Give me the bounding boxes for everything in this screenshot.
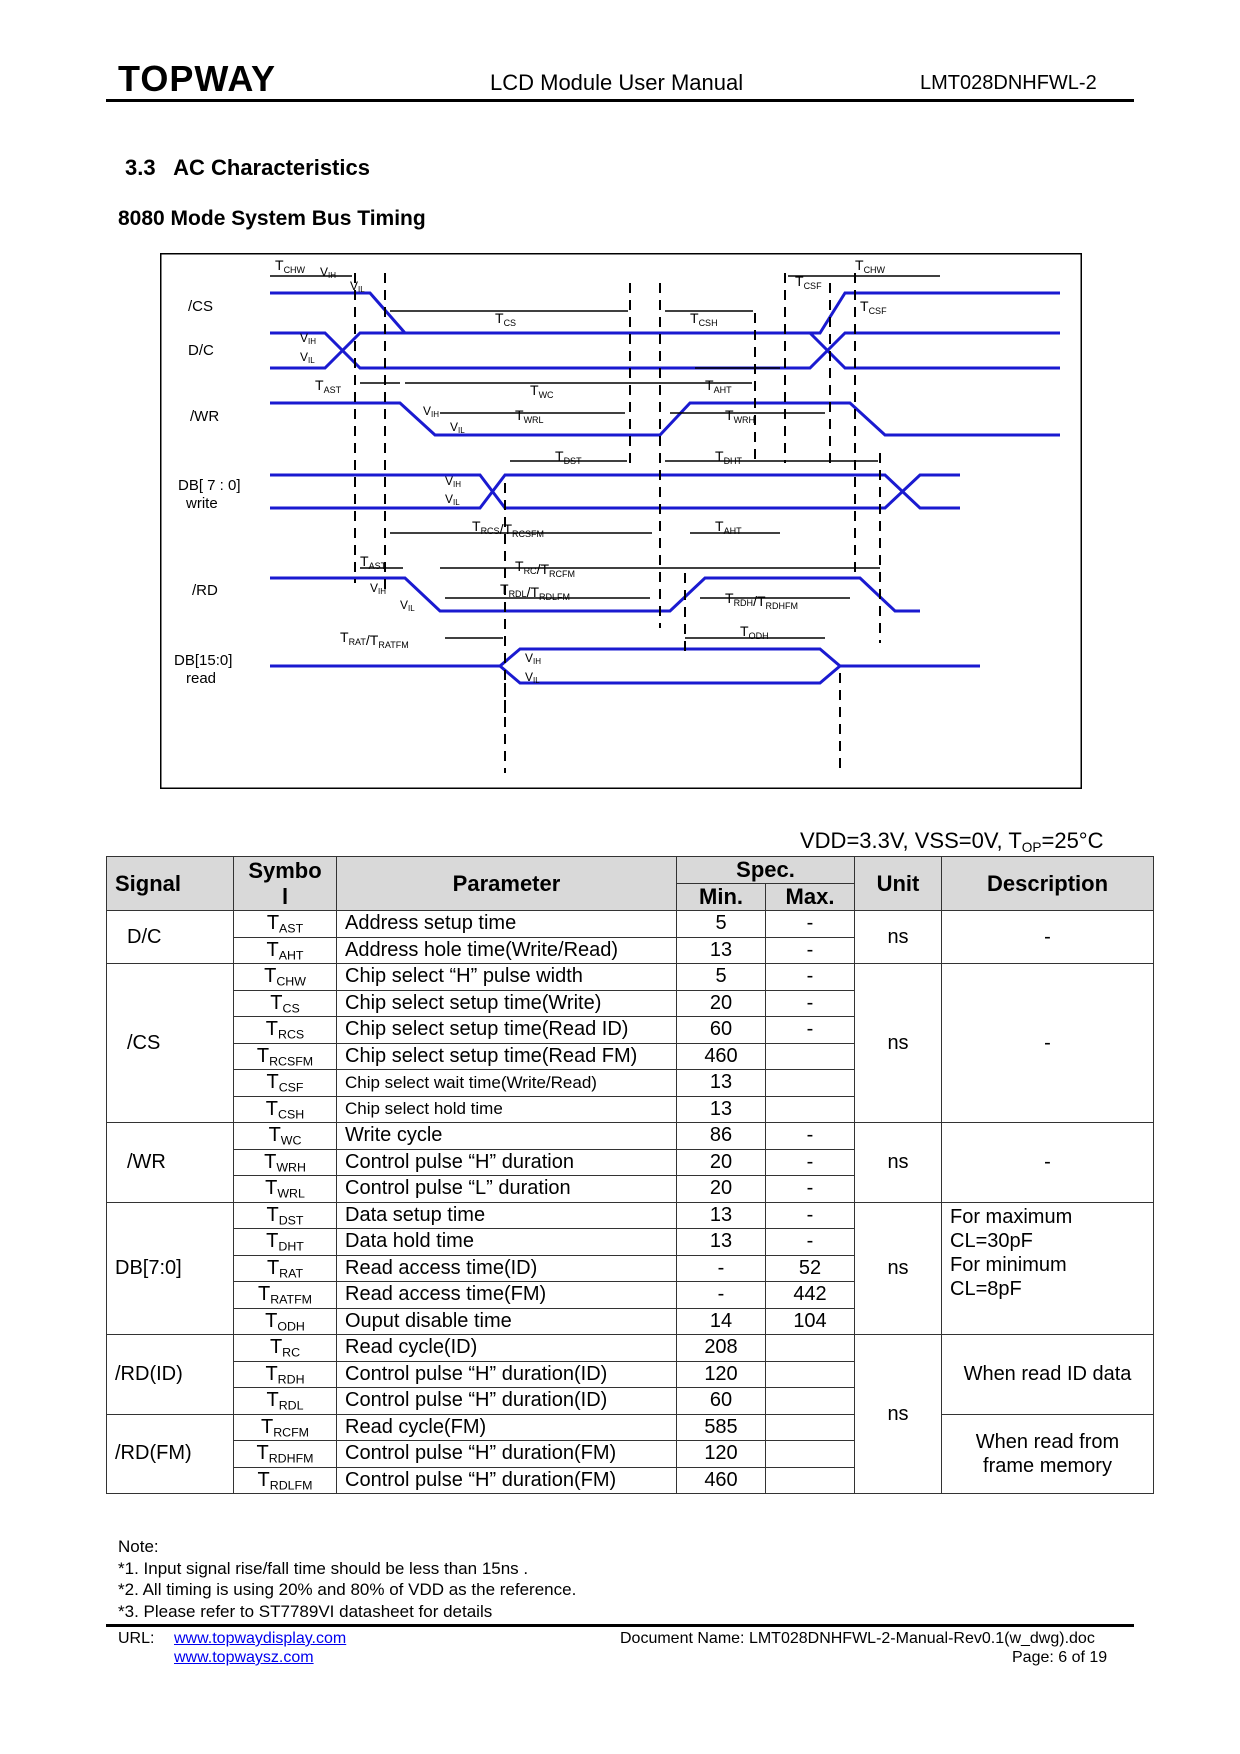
- timing-label: $T_{CSF}$: [860, 298, 887, 316]
- description-line: For minimum: [950, 1253, 1067, 1276]
- timing-label: $T_{AHT}$: [715, 518, 742, 536]
- cell-max: -: [766, 990, 855, 1017]
- cell-symbol: $T_{RDHFM}$: [234, 1441, 337, 1468]
- cell-symbol: $T_{RDLFM}$: [234, 1467, 337, 1494]
- cell-symbol: $T_{RCSFM}$: [234, 1043, 337, 1070]
- header-spec: Spec.: [677, 857, 855, 884]
- header-parameter: Parameter: [337, 857, 677, 911]
- cell-parameter: Control pulse “H” duration(ID): [337, 1361, 677, 1388]
- cell-parameter: Read access time(ID): [337, 1255, 677, 1282]
- cell-parameter: Read access time(FM): [337, 1282, 677, 1309]
- cell-symbol: $T_{ODH}$: [234, 1308, 337, 1335]
- cell-min: 120: [677, 1361, 766, 1388]
- cell-unit: ns: [855, 1202, 942, 1335]
- cell-signal: /WR: [107, 1123, 234, 1203]
- timing-label: $T_{RDH}/T_{RDHFM}$: [725, 590, 799, 611]
- header-symbol: Symbo l: [234, 857, 337, 911]
- model-number: LMT028DNHFWL-2: [920, 72, 1097, 94]
- timing-label: $T_{RCS}/T_{RCSFM}$: [472, 518, 545, 539]
- document-title: LCD Module User Manual: [490, 70, 744, 95]
- cell-symbol: $T_{DST}$: [234, 1202, 337, 1229]
- header-unit: Unit: [855, 857, 942, 911]
- cell-min: 60: [677, 1388, 766, 1415]
- cell-parameter: Chip select wait time(Write/Read): [337, 1070, 677, 1097]
- footer-divider: [106, 1624, 1134, 1627]
- cell-symbol: $T_{CHW}$: [234, 964, 337, 991]
- header-min: Min.: [677, 884, 766, 911]
- timing-label: $T_{CSH}$: [690, 310, 718, 328]
- cell-min: 13: [677, 1070, 766, 1097]
- header-description: Description: [942, 857, 1154, 911]
- cell-parameter: Chip select setup time(Write): [337, 990, 677, 1017]
- cell-symbol: $T_{CSH}$: [234, 1096, 337, 1123]
- note-3: *3. Please refer to ST7789VI datasheet for details: [118, 1601, 493, 1621]
- cell-min: 5: [677, 911, 766, 938]
- cell-max: -: [766, 1149, 855, 1176]
- timing-label: $T_{RDL}/T_{RDLFM}$: [500, 581, 571, 602]
- timing-label: $T_{WRH}$: [725, 407, 756, 425]
- cell-description: -: [942, 1123, 1154, 1203]
- company-logo: TOPWAY: [118, 58, 277, 99]
- timing-label: $T_{DHT}$: [715, 448, 743, 466]
- cell-symbol: $T_{CS}$: [234, 990, 337, 1017]
- cell-max: -: [766, 911, 855, 938]
- cell-symbol: $T_{WRH}$: [234, 1149, 337, 1176]
- cell-max: [766, 1388, 855, 1415]
- note-1: *1. Input signal rise/fall time should be less than 15ns .: [118, 1558, 529, 1578]
- level-label: VIL: [300, 350, 315, 365]
- cell-parameter: Control pulse “L” duration: [337, 1176, 677, 1203]
- table-row: [107, 1335, 1154, 1362]
- level-label: VIL: [525, 670, 540, 685]
- cell-min: 5: [677, 964, 766, 991]
- label-dc: D/C: [188, 342, 214, 359]
- cell-min: -: [677, 1255, 766, 1282]
- timing-label: $T_{WRL}$: [515, 407, 544, 425]
- cell-unit: ns: [855, 911, 942, 964]
- label-wr: /WR: [190, 408, 220, 425]
- timing-label: $T_{CHW}$: [275, 257, 306, 275]
- cell-min: -: [677, 1282, 766, 1309]
- description-line: frame memory: [983, 1454, 1112, 1477]
- cell-description: [942, 1202, 1154, 1335]
- cell-max: [766, 1335, 855, 1362]
- cell-parameter: Control pulse “H” duration(FM): [337, 1441, 677, 1468]
- operating-conditions: VDD=3.3V, VSS=0V, $T_{OP}=25^\circ C$: [800, 828, 1104, 855]
- table-body: [107, 911, 1154, 1494]
- cell-symbol: $T_{RDH}$: [234, 1361, 337, 1388]
- table-row: [107, 964, 1154, 991]
- cell-symbol: $T_{RC}$: [234, 1335, 337, 1362]
- cell-min: 460: [677, 1467, 766, 1494]
- note-2: *2. All timing is using 20% and 80% of VDD as the reference.: [118, 1580, 577, 1599]
- cell-parameter: Chip select setup time(Read ID): [337, 1017, 677, 1044]
- cell-symbol: $T_{AST}$: [234, 911, 337, 938]
- cell-max: [766, 1043, 855, 1070]
- cell-min: 20: [677, 1149, 766, 1176]
- label-cs: /CS: [188, 298, 214, 315]
- cell-symbol: $T_{CSF}$: [234, 1070, 337, 1097]
- cell-max: [766, 1441, 855, 1468]
- cell-unit: ns: [855, 1335, 942, 1494]
- header-divider: [106, 99, 1134, 102]
- footer-link-1[interactable]: www.topwaydisplay.com: [174, 1630, 347, 1647]
- cell-min: 86: [677, 1123, 766, 1150]
- cell-parameter: Ouput disable time: [337, 1308, 677, 1335]
- cell-description: -: [942, 964, 1154, 1123]
- timing-label: $T_{CHW}$: [855, 257, 886, 275]
- level-label: VIL: [450, 420, 465, 435]
- cell-max: -: [766, 1017, 855, 1044]
- level-label: VIL: [400, 598, 415, 613]
- cell-parameter: Control pulse “H” duration(FM): [337, 1467, 677, 1494]
- label-read: read: [186, 670, 217, 687]
- cell-signal: D/C: [107, 911, 234, 964]
- timing-label: $T_{ODH}$: [740, 623, 769, 641]
- cell-max: [766, 1361, 855, 1388]
- cell-max: -: [766, 937, 855, 964]
- level-label: VIL: [445, 492, 460, 507]
- cell-min: 13: [677, 1096, 766, 1123]
- footer-link-2[interactable]: www.topwaysz.com: [174, 1649, 314, 1666]
- cell-min: 14: [677, 1308, 766, 1335]
- timing-label: $T_{AST}$: [315, 377, 342, 395]
- cell-unit: ns: [855, 964, 942, 1123]
- cell-min: 585: [677, 1414, 766, 1441]
- footer-url-label: URL:: [118, 1630, 155, 1647]
- cell-max: [766, 1096, 855, 1123]
- cell-min: 460: [677, 1043, 766, 1070]
- cell-min: 20: [677, 1176, 766, 1203]
- label-rd: /RD: [192, 582, 218, 599]
- cell-parameter: Write cycle: [337, 1123, 677, 1150]
- level-label: VIH: [300, 331, 317, 346]
- cell-symbol: $T_{RCS}$: [234, 1017, 337, 1044]
- footer-page-number: Page: 6 of 19: [1012, 1649, 1108, 1666]
- cell-parameter: Address hole time(Write/Read): [337, 937, 677, 964]
- table-row: [107, 911, 1154, 938]
- cell-min: 120: [677, 1441, 766, 1468]
- cell-max: -: [766, 1176, 855, 1203]
- level-label: VIH: [445, 474, 462, 489]
- cell-parameter: Control pulse “H” duration(ID): [337, 1388, 677, 1415]
- cell-symbol: $T_{RDL}$: [234, 1388, 337, 1415]
- cell-max: [766, 1467, 855, 1494]
- header-max: Max.: [766, 884, 855, 911]
- cell-max: -: [766, 1229, 855, 1256]
- level-label: VIH: [525, 651, 542, 666]
- cell-min: 13: [677, 1202, 766, 1229]
- level-label: VIL: [350, 279, 365, 294]
- cell-max: 104: [766, 1308, 855, 1335]
- cell-signal: /RD(ID): [107, 1335, 234, 1415]
- table-row: [107, 1202, 1154, 1229]
- cell-description: [942, 1414, 1154, 1494]
- ac-characteristics-table: [106, 856, 1154, 1494]
- cell-max: -: [766, 1202, 855, 1229]
- description-line: CL=30pF: [950, 1229, 1033, 1252]
- timing-label: $T_{CS}$: [495, 310, 517, 328]
- cell-parameter: Data setup time: [337, 1202, 677, 1229]
- level-label: VIH: [370, 581, 387, 596]
- cell-description: -: [942, 911, 1154, 964]
- cell-symbol: $T_{RCFM}$: [234, 1414, 337, 1441]
- cell-parameter: Data hold time: [337, 1229, 677, 1256]
- subsection-title: 8080 Mode System Bus Timing: [118, 207, 426, 230]
- cell-symbol: $T_{AHT}$: [234, 937, 337, 964]
- timing-label: $T_{AHT}$: [705, 377, 732, 395]
- cell-signal: /CS: [107, 964, 234, 1123]
- timing-label: $T_{DST}$: [555, 448, 582, 466]
- table-row: [107, 1123, 1154, 1150]
- section-title: 3.3 AC Characteristics: [125, 155, 370, 180]
- cell-min: 60: [677, 1017, 766, 1044]
- cell-symbol: $T_{WC}$: [234, 1123, 337, 1150]
- label-write: write: [186, 495, 218, 512]
- notes-title: Note:: [118, 1537, 159, 1556]
- level-label: VIH: [423, 404, 440, 419]
- cell-signal: DB[7:0]: [107, 1202, 234, 1335]
- cell-max: -: [766, 964, 855, 991]
- table-row: [107, 1414, 1154, 1441]
- timing-label: $T_{RAT}/T_{RATFM}$: [340, 629, 409, 650]
- cell-symbol: $T_{DHT}$: [234, 1229, 337, 1256]
- cell-min: 13: [677, 937, 766, 964]
- label-db-write: DB[ 7 : 0]: [178, 477, 241, 494]
- label-db-read: DB[15:0]: [174, 652, 233, 669]
- cell-parameter: Read cycle(ID): [337, 1335, 677, 1362]
- description-line: For maximum: [950, 1205, 1073, 1228]
- timing-label: $T_{RC}/T_{RCFM}$: [515, 558, 576, 579]
- timing-label: $T_{AST}$: [360, 553, 387, 571]
- cell-max: -: [766, 1123, 855, 1150]
- cell-parameter: Chip select setup time(Read FM): [337, 1043, 677, 1070]
- cell-parameter: Address setup time: [337, 911, 677, 938]
- timing-diagram: [160, 253, 1082, 789]
- cell-symbol: $T_{WRL}$: [234, 1176, 337, 1203]
- cell-signal: /RD(FM): [107, 1414, 234, 1494]
- level-label: VIH: [320, 265, 337, 280]
- cell-min: 208: [677, 1335, 766, 1362]
- timing-label: $T_{CSF}$: [795, 273, 822, 291]
- notes: [118, 1536, 576, 1622]
- cell-parameter: Chip select “H” pulse width: [337, 964, 677, 991]
- timing-label: $T_{WC}$: [530, 382, 554, 400]
- footer-document-name: Document Name: LMT028DNHFWL-2-Manual-Rev0.1(w_dwg).doc: [620, 1630, 1095, 1647]
- description-line: When read from: [975, 1430, 1120, 1453]
- cell-max: [766, 1414, 855, 1441]
- description-line: CL=8pF: [950, 1277, 1022, 1300]
- cell-symbol: $T_{RAT}$: [234, 1255, 337, 1282]
- cell-min: 13: [677, 1229, 766, 1256]
- cell-max: 52: [766, 1255, 855, 1282]
- cell-min: 20: [677, 990, 766, 1017]
- cell-max: [766, 1070, 855, 1097]
- cell-unit: ns: [855, 1123, 942, 1203]
- cell-parameter: Read cycle(FM): [337, 1414, 677, 1441]
- cell-max: 442: [766, 1282, 855, 1309]
- header-signal: Signal: [107, 857, 234, 911]
- cell-description: When read ID data: [942, 1335, 1154, 1415]
- cell-parameter: Control pulse “H” duration: [337, 1149, 677, 1176]
- cell-parameter: Chip select hold time: [337, 1096, 677, 1123]
- cell-symbol: $T_{RATFM}$: [234, 1282, 337, 1309]
